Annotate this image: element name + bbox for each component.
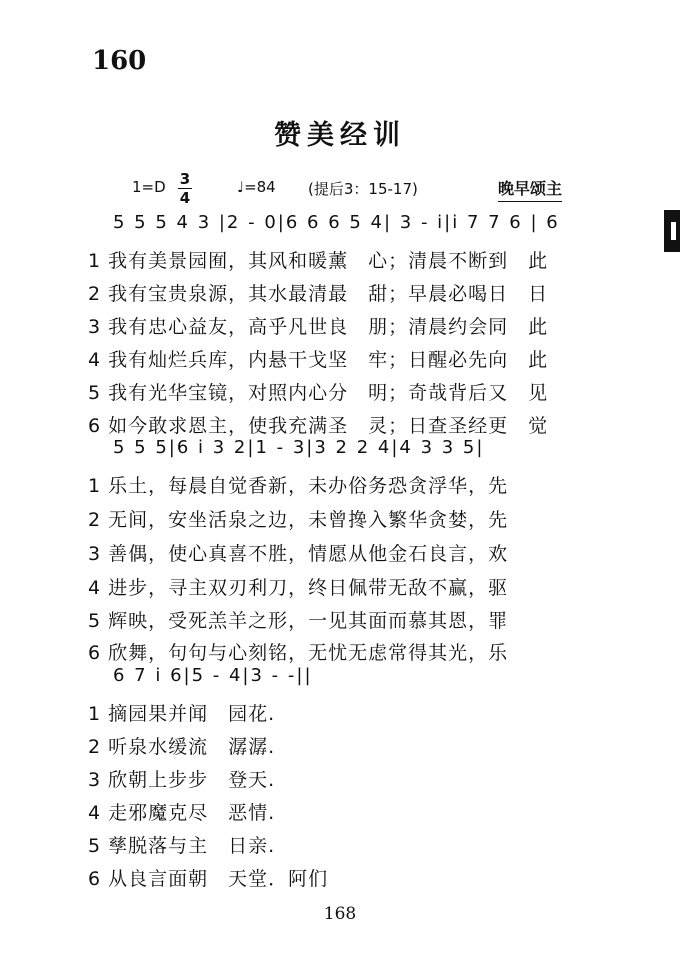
lyric-line: 1 乐土，每晨自觉香新，未办俗务恐贪浮华，先 xyxy=(88,475,509,497)
lyric-line: 2 无间，安坐活泉之边，未曾搀入繁华贪婪，先 xyxy=(88,509,509,531)
page-edge-tab-notch xyxy=(671,222,676,240)
tempo-marking: ♩=84 xyxy=(237,178,276,196)
notation-line-3: 6 7 i 6|5 - 4|3 - -|| xyxy=(113,665,313,686)
tune-name: 晚早颂主 xyxy=(498,176,562,202)
lyric-line: 5 我有光华宝镜，对照内心分 明；奇哉背后又 见 xyxy=(88,382,549,404)
hymn-title: 赞美经训 xyxy=(274,120,406,151)
lyric-line: 3 欣朝上步步 登天. xyxy=(88,769,276,791)
lyric-line: 6 如今敢求恩主，使我充满圣 灵；日查圣经更 觉 xyxy=(88,415,549,437)
lyric-line: 2 我有宝贵泉源，其水最清最 甜；早晨必喝日 日 xyxy=(88,283,549,305)
lyric-line: 4 走邪魔克尽 恶情. xyxy=(88,802,276,824)
time-signature-bottom: 4 xyxy=(179,189,191,207)
page-number: 168 xyxy=(323,904,357,924)
notation-line-2: 5 5 5|6 i 3 2|1 - 3|3 2 2 4|4 3 3 5| xyxy=(113,437,485,458)
lyric-line: 3 善偶，使心真喜不胜，情愿从他金石良言，欢 xyxy=(88,543,509,565)
lyric-line: 3 我有忠心益友，高乎凡世良 朋；清晨约会同 此 xyxy=(88,316,549,338)
lyric-line: 6 欣舞，句句与心刻铭，无忧无虑常得其光，乐 xyxy=(88,642,509,664)
lyric-line: 1 摘园果并闻 园花. xyxy=(88,703,276,725)
hymn-number: 160 xyxy=(92,46,147,76)
lyric-line: 6 从良言面朝 天堂．阿们 xyxy=(88,868,329,890)
lyric-line: 4 我有灿烂兵库，内悬干戈坚 牢；日醒必先向 此 xyxy=(88,349,549,371)
notation-line-1: 5 5 5 4 3 |2 - 0|6 6 6 5 4| 3 - i|i 7 7 6 | 6 xyxy=(113,212,560,233)
time-signature xyxy=(178,171,192,206)
key-signature: 1=D xyxy=(132,178,166,196)
scripture-reference: (提后3：15-17) xyxy=(308,180,418,198)
lyric-line: 5 辉映，受死羔羊之形，一见其面而慕其恩，罪 xyxy=(88,610,509,632)
lyric-line: 4 进步，寻主双刃利刀，终日佩带无敌不赢，驱 xyxy=(88,577,509,599)
time-signature-top: 3 xyxy=(179,170,191,188)
lyric-line: 5 孳脱落与主 日亲. xyxy=(88,835,276,857)
lyric-line: 2 听泉水缓流 潺潺. xyxy=(88,736,276,758)
lyric-line: 1 我有美景园囿，其风和暖薰 心；清晨不断到 此 xyxy=(88,250,549,272)
